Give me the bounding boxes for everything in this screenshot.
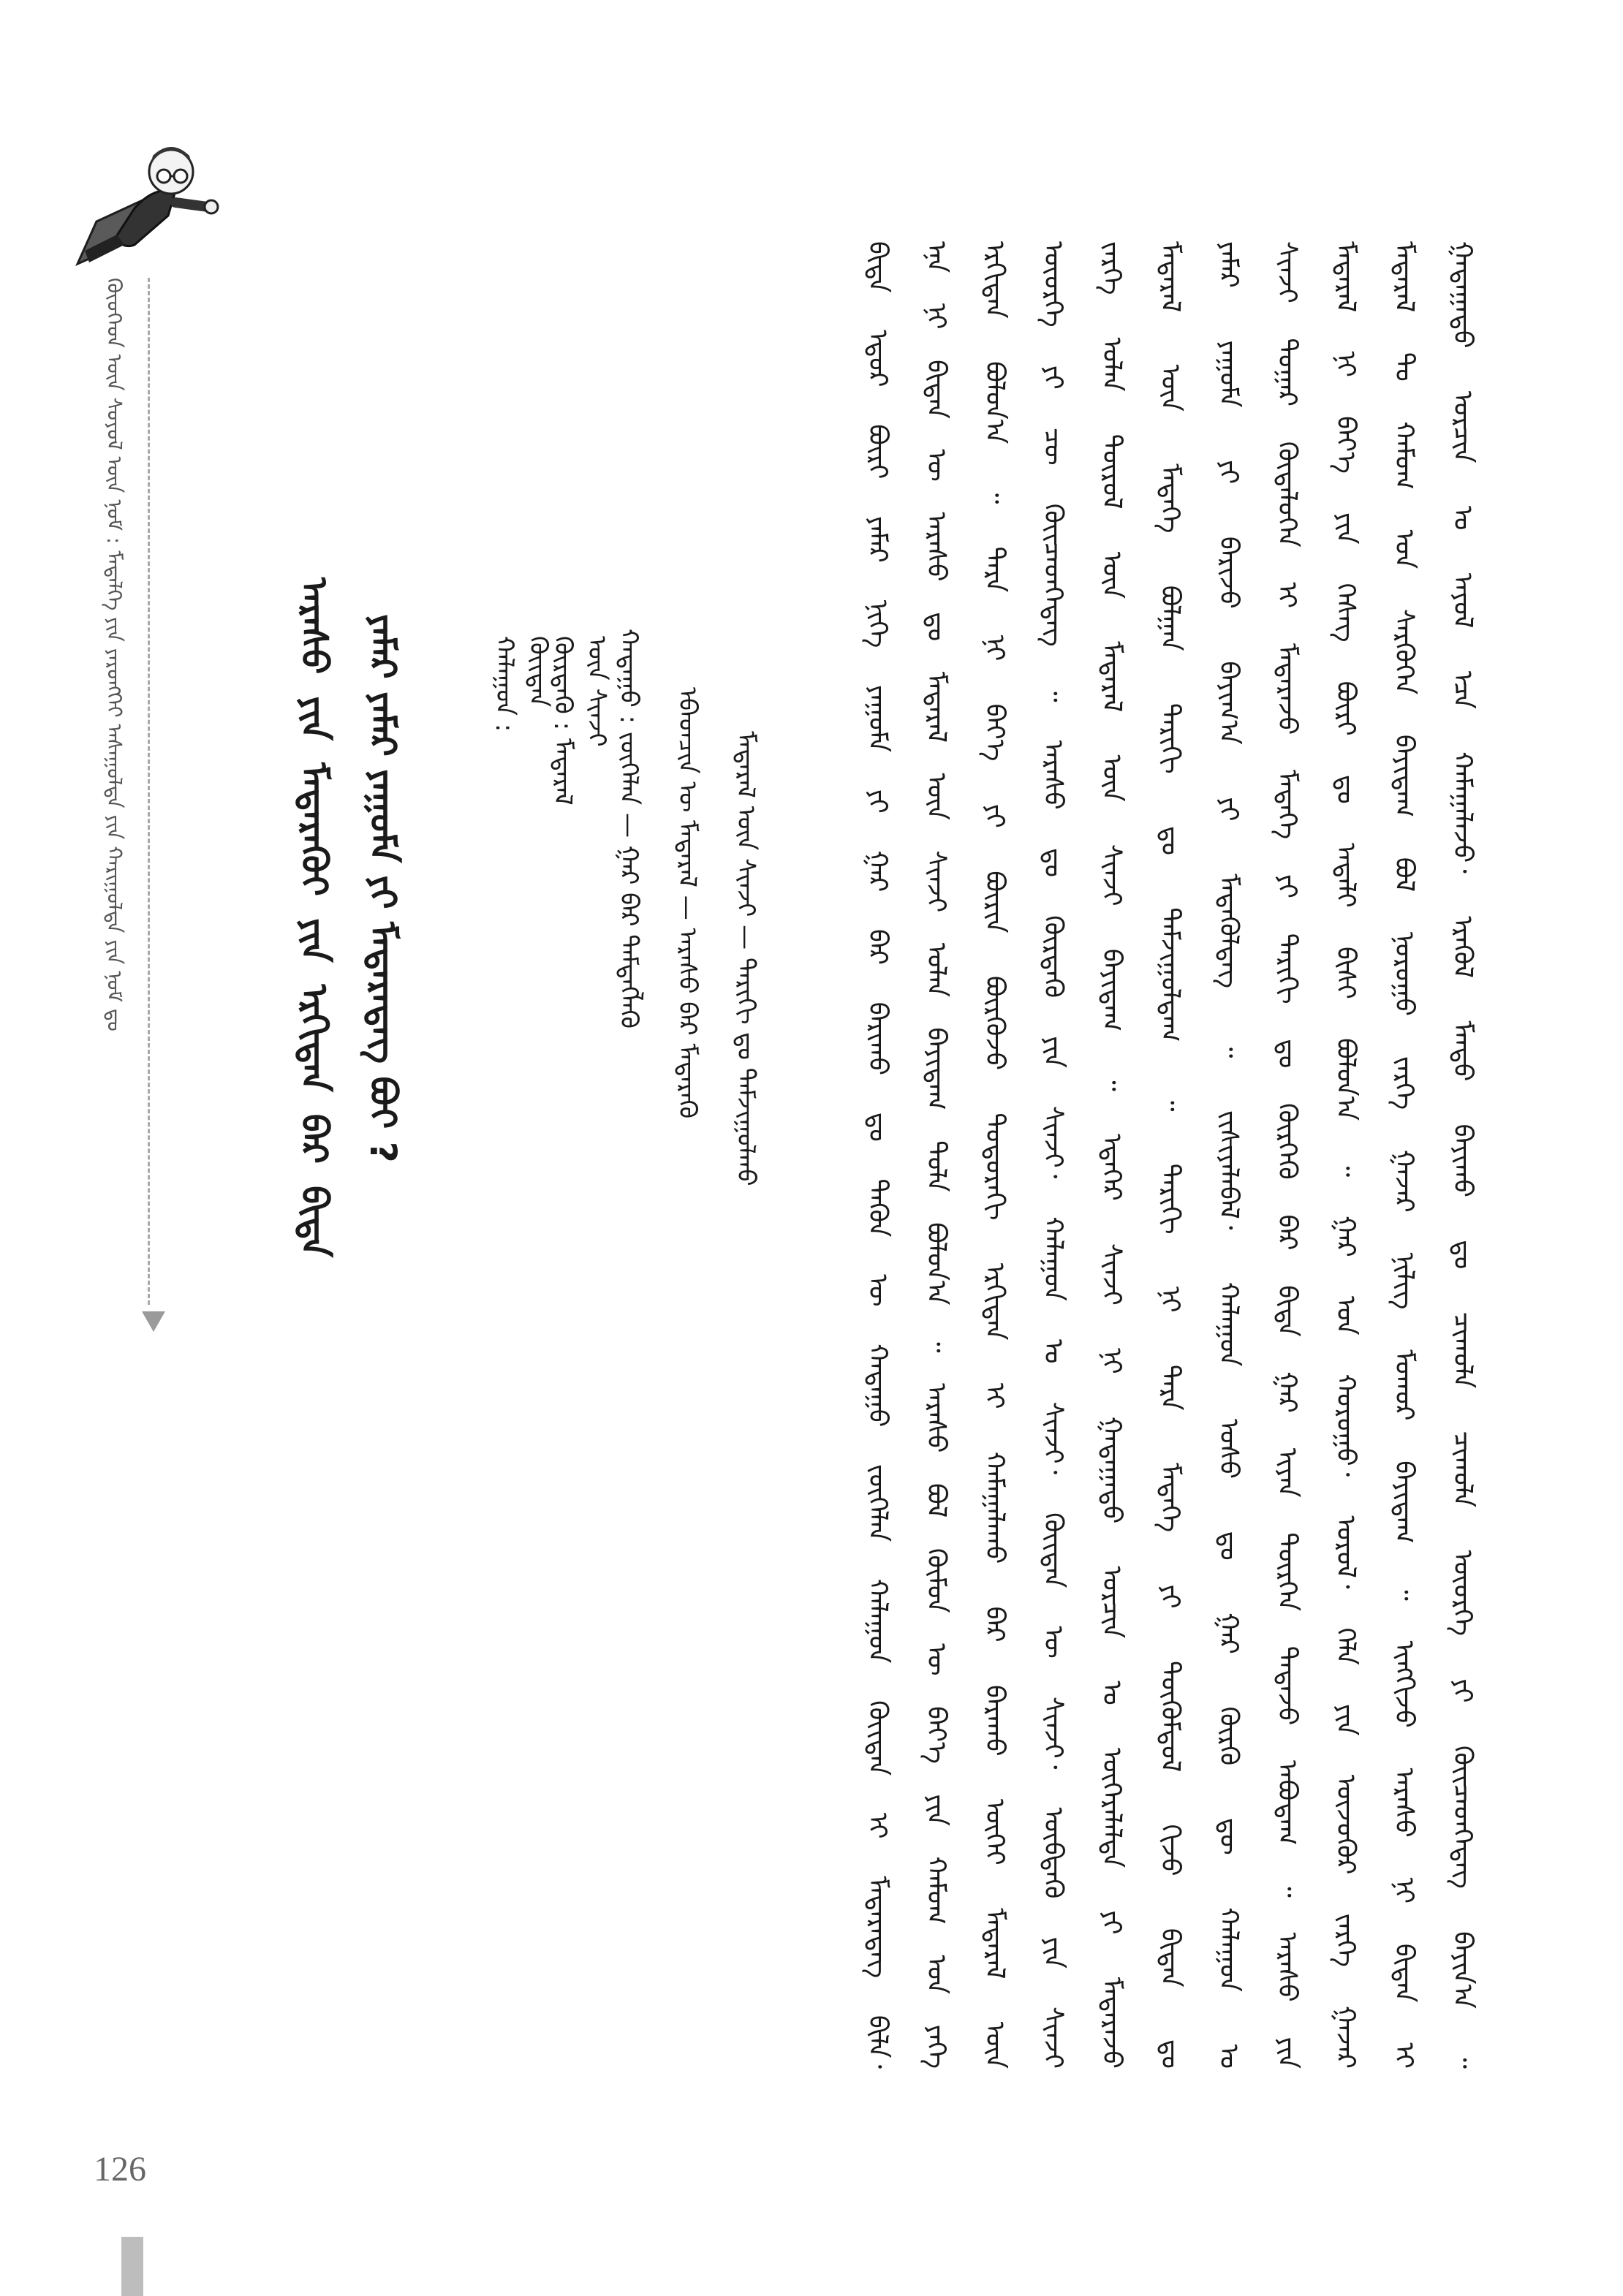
definition-item: ᠬᠠᠯᠠᠭᠤᠨ : ᠬᠦᠢᠲᠡᠨ bbox=[490, 636, 553, 732]
body-text-column: ᠮᠡᠳᠡᠷᠡᠯ ᠲᠤ ᠬᠠᠮᠤᠭ ᠤᠨ ᠰᠡᠷᠭᠦᠭᠡᠨ ᠪᠠᠶᠢᠳᠠᠭ ᠪᠣᠯ ᠨᠤᠷᠤᠭᠤ ᠵᠡᠷᠭᠡ ᠭᠠᠵᠠᠷ ᠨᠢᠯᠢᠭ ᠮᠤᠬᠤᠷ ᠪᠠᠶᠢᠳᠠᠭ ᠃ ᠢᠩᠭᠢᠵᠦ ᠠᠷᠠᠰᠤ ᠨᠢ ᠪᠢᠳᠡᠨ ᠢ bbox=[1389, 241, 1419, 2069]
body-text-column: ᠮᠡᠳᠡᠷᠡᠯ ᠦᠨ ᠮᠡᠳᠡᠭᠡ ᠪᠣᠯᠭᠠᠨ ᠲᠠᠷᠢᠬᠢ ᠳᠤ ᠳᠠᠮᠵᠢᠭᠤᠯᠳᠠᠭ ᠃ ᠲᠠᠷᠢᠬᠢ ᠨᠢ ᠲᠡᠷᠡ ᠮᠡᠳᠡᠭᠡ ᠶᠢ ᠳᠦᠭᠦᠮᠳᠦᠯ ᠬᠢᠵᠦ ᠪᠢᠳᠡᠨ ᠳᠤ bbox=[1155, 241, 1185, 2069]
body-text-column: ᠪᠢᠳᠡ ᠡᠳᠦᠷ ᠪᠦᠷᠢ ᠶᠠᠮᠠᠷ ᠨᠢᠭᠡ ᠶᠠᠭᠤᠮᠠ ᠶᠢ ᠭᠠᠷ ᠪᠠᠷ ᠪᠠᠷᠢᠬᠤ ᠳᠤ ᠲᠡᠭᠦᠨ ᠦ ᠬᠠᠲᠠᠭᠤ ᠵᠥᠭᠡᠯᠡᠨ ᠬᠠᠯᠠᠭᠤᠨ ᠬᠦᠢᠲᠡᠨ ᠢ ᠮᠡᠳᠡᠷᠡᠳᠡᠭ ᠪᠢᠯᠡ᠂ bbox=[863, 241, 893, 2069]
body-text-column: ᠵᠡᠷᠭᠡ ᠣᠯᠠᠨ ᠲᠥᠷᠦᠯ ᠦᠨ ᠮᠡᠳᠡᠷᠡᠯ ᠦᠨ ᠰᠢᠨᠵᠢ ᠪᠠᠶᠢᠳᠠᠭ ᠃ ᠡᠳᠡᠭᠡᠷ ᠰᠢᠨᠵᠢ ᠨᠢ ᠭᠠᠳᠠᠭᠠᠳᠤ ᠣᠷᠴᠢᠨ ᠤ ᠥᠭᠡᠷᠡᠯᠡᠯᠲᠡ ᠶᠢ ᠮᠡᠳᠡᠷᠡᠵᠦ bbox=[1097, 241, 1127, 2069]
mascot-arm bbox=[175, 202, 208, 207]
body-text-column: ᠰᠢᠨᠵᠢ ᠳᠤᠭᠠᠷ ᠬᠦᠳᠡᠯᠦᠭᠡᠨ ᠢ ᠮᠡᠳᠡᠷᠡᠵᠦ ᠮᠡᠳᠡᠭᠡ ᠶᠢ ᠲᠠᠷᠢᠬᠢ ᠳᠤ ᠬᠦᠷᠭᠡᠬᠦ ᠪᠡᠷ ᠪᠢᠳᠡ ᠭᠠᠷ ᠢᠶᠠᠨ ᠲᠦᠷᠭᠡᠨ ᠲᠠᠲᠠᠵᠤ ᠠᠪᠤᠳᠠᠭ ᠃ ᠠᠷᠠᠰᠤ ᠶᠢᠨ bbox=[1272, 241, 1302, 2069]
body-text-column: ᠭᠠᠳᠠᠭᠠᠳᠤ ᠣᠷᠴᠢᠨ ᠤ ᠠᠶᠤᠯ ᠡᠴᠡ ᠬᠠᠮᠠᠭᠠᠯᠠᠵᠤ᠂ ᠡᠷᠡᠭᠦᠯ ᠮᠡᠨᠳᠦ ᠪᠠᠶᠢᠬᠤ ᠳᠤ ᠴᠢᠬᠤᠯᠠ ᠴᠢᠬᠤᠯᠠ ᠦᠦᠷᠭᠡ ᠶᠢ ᠭᠦᠢᠴᠡᠳᠭᠡᠳᠡᠭ ᠪᠠᠶᠢᠨ᠎ᠠ ᠃ bbox=[1448, 241, 1478, 2069]
definition-item: ᠬᠦᠷᠲᠡᠭᠦ : ᠮᠡᠳᠡᠷᠡᠯ ᠦᠨ ᠰᠢᠨᠵᠢ bbox=[548, 636, 611, 806]
down-triangle-icon bbox=[140, 1310, 167, 1333]
definition-item: ᠮᠡᠳᠡᠷᠡᠯ ᠦᠨ ᠰᠢᠨᠵᠢ — ᠲᠠᠷᠢᠬᠢ ᠳᠤ ᠳᠠᠮᠵᠢᠭᠤᠯᠬᠤ bbox=[731, 731, 760, 1186]
flying-boy-mascot-icon bbox=[64, 135, 225, 274]
running-header: ᠬᠦᠦᠬᠡᠳ ᠦᠨ ᠰᠣᠶᠣᠯ ᠦᠨ ᠨᠣᠮ : ᠮᠡᠳᠡᠯᠭᠡ ᠶᠢᠨ ᠶᠡᠷᠦᠩᠬᠡᠢ ᠠᠰᠠᠭᠤᠯᠲᠠ ᠶᠢᠨ ᠬᠠᠷᠢᠭᠤᠯᠲᠠ ᠶᠢᠨ ᠨᠣᠮ ᠳᠤ bbox=[102, 278, 126, 1031]
body-text-column: ᠡᠷᠬᠢᠲᠡᠨ ᠪᠣᠯᠤᠨ᠎ᠠ ᠃ ᠲᠡᠷᠡ ᠨᠢ ᠪᠡᠶ᠎ᠡ ᠶᠢ ᠪᠦᠷᠢᠨ ᠪᠦᠷᠬᠦᠵᠦ ᠳᠣᠲᠣᠷᠠᠬᠢ ᠡᠷᠬᠢᠲᠡᠨ ᠢ ᠬᠠᠮᠠᠭᠠᠯᠠᠬᠤ ᠪᠡᠷ ᠪᠠᠷᠠᠬᠤ ᠦᠭᠡᠢ ᠮᠡᠳᠡᠷᠡᠯ ᠦᠨ bbox=[980, 241, 1010, 2069]
page-title-line-2: ᠶᠠᠮᠠᠷ ᠶᠠᠮᠠᠷ ᠶᠠᠭᠤᠮᠠ ᠶᠢ ᠮᠡᠳᠡᠷᠡᠳᠡᠭ ᠪᠤᠢ ? bbox=[362, 614, 404, 1163]
body-text-column: ᠮᠡᠳᠡᠷᠡᠯ ᠨᠢ ᠪᠡᠶ᠎ᠡ ᠶᠢᠨ ᠬᠡᠰᠡᠭ ᠪᠦᠷᠢ ᠳᠤ ᠠᠳᠠᠯᠢ ᠪᠢᠰᠢ ᠪᠣᠯᠤᠨ᠎ᠠ ᠃ ᠭᠠᠷ ᠤᠨ ᠬᠤᠷᠤᠭᠤ᠂ ᠤᠷᠤᠯ᠂ ᠬᠡᠯᠡ ᠶᠢᠨ ᠦᠵᠦᠭᠦᠷ ᠵᠡᠷᠭᠡ ᠭᠠᠵᠠᠷ bbox=[1331, 241, 1361, 2069]
body-text-column: ᠶᠠᠮᠠᠷ ᠶᠠᠭᠤᠮᠠ ᠶᠢ ᠪᠠᠷᠢᠵᠤ ᠪᠠᠶᠢᠭ᠎ᠠ ᠶᠢ ᠮᠡᠳᠡᠭᠦᠯᠳᠡᠭ ᠃ ᠵᠢᠱᠢᠶᠡᠯᠡᠪᠡᠯ᠂ ᠬᠠᠯᠠᠭᠤᠨ ᠤᠰᠤ ᠳᠤ ᠭᠠᠷ ᠬᠦᠷᠬᠦ ᠳᠦ ᠬᠠᠯᠠᠭᠤᠨ ᠤ bbox=[1214, 241, 1244, 2069]
body-text-column: ᠡᠨᠡ ᠨᠢ ᠪᠢᠳᠡᠨ ᠦ ᠠᠷᠠᠰᠤ ᠳᠤ ᠮᠡᠳᠡᠷᠡᠯ ᠦᠨ ᠰᠢᠨᠵᠢ ᠣᠯᠠᠨ ᠪᠠᠶᠢᠳᠠᠭ ᠲᠤᠯᠠ ᠪᠣᠯᠤᠨ᠎ᠠ ᠃ ᠠᠷᠠᠰᠤ ᠪᠣᠯ ᠬᠦᠮᠦᠨ ᠦ ᠪᠡᠶ᠎ᠡ ᠶᠢᠨ ᠬᠠᠮᠤᠭ ᠤᠨ ᠶᠡᠬᠡ bbox=[921, 241, 951, 2069]
mascot-glasses-right bbox=[174, 170, 187, 183]
page-edge-bar bbox=[121, 2237, 143, 2296]
page-title-line-1: ᠠᠷᠠᠰᠤ ᠶᠢᠨ ᠮᠡᠳᠡᠷᠡᠬᠦᠢ ᠶᠢᠨ ᠡᠷᠬᠢᠲᠡᠨ ᠪᠠᠷ ᠪᠢᠳᠡ bbox=[293, 577, 336, 1257]
body-text-column: ᠦᠦᠷᠭᠡ ᠶᠢ ᠴᠦ ᠭᠦᠢᠴᠡᠳᠭᠡᠳᠡᠭ ᠃ ᠠᠷᠠᠰᠤ ᠳᠤ ᠬᠦᠷᠲᠡᠭᠦ ᠶᠢᠨ ᠰᠢᠨᠵᠢ᠂ ᠬᠠᠯᠠᠭᠤᠨ ᠤ ᠰᠢᠨᠵᠢ᠂ ᠬᠦᠢᠲᠡᠨ ᠦ ᠰᠢᠨᠵᠢ᠂ ᠥᠪᠳᠡᠭᠦ ᠶᠢᠨ ᠰᠢᠨᠵᠢ bbox=[1038, 241, 1068, 2069]
definition-item: ᠡᠪᠡᠳᠴᠢᠨ ᠦ ᠮᠡᠳᠡᠷᠡᠯ — ᠠᠷᠠᠰᠤ ᠪᠠᠷ ᠮᠡᠳᠡᠷᠡᠬᠦ bbox=[673, 687, 702, 1119]
header-dashed-rule bbox=[148, 278, 150, 1305]
page-number: 126 bbox=[94, 2150, 146, 2189]
definition-item: ᠬᠠᠲᠠᠭᠤ : ᠵᠥᠭᠡᠯᠡᠨ — ᠭᠠᠷ ᠪᠠᠷ ᠲᠡᠮᠳᠡᠭᠯᠡᠬᠦ bbox=[614, 629, 643, 1029]
mascot-glasses-left bbox=[157, 170, 170, 183]
mascot-hand bbox=[205, 200, 218, 213]
